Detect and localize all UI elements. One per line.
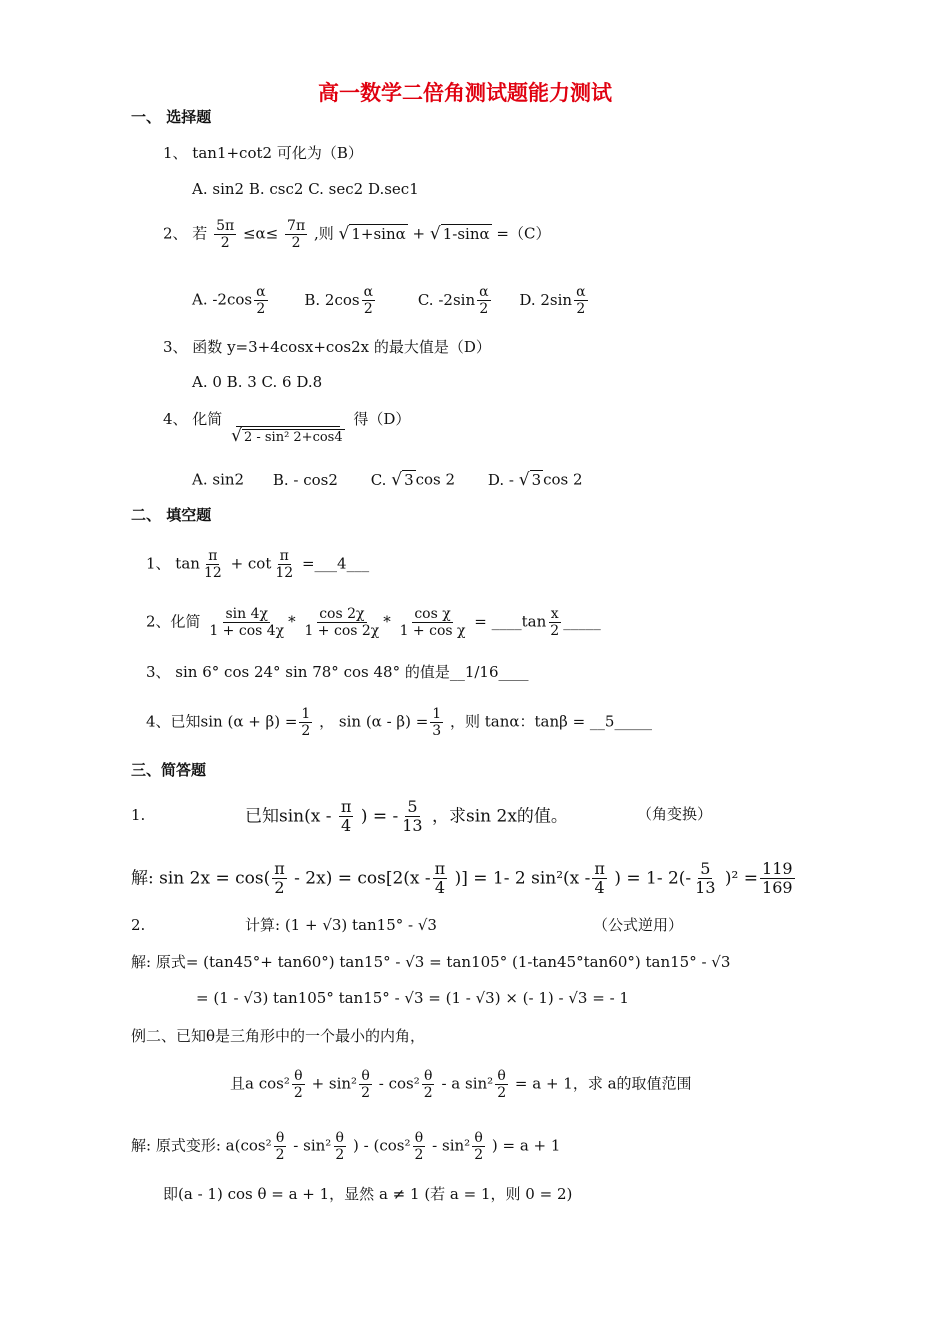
fraction: √ 2 - sin² 2+cos4 xyxy=(229,412,347,447)
fraction: $\frac{\alpha}{2}$ xyxy=(576,284,586,318)
fraction: $\frac{\pi}{4}$ xyxy=(434,859,446,898)
fill-4: 4、已知sin (α + β) = $\frac{1}{2}$ ， sin (α - β) = $\frac{1}{3}$ ，则 tanα：tanβ = __5_____ xyxy=(146,706,652,740)
q3-options: A. 0 B. 3 C. 6 D.8 xyxy=(192,373,323,391)
q2-options: A. -2cos $\frac{\alpha}{2}$ B. 2cos $\frac{\alpha}{2}$ C. -2sin $\frac{\alpha}{2}$ D. 2sin $\frac{\alpha}{2}$ xyxy=(192,284,586,318)
fraction: $\frac{5}{13}$ xyxy=(402,797,423,836)
section-fill: 二、 填空题 xyxy=(131,506,212,524)
fraction: $\frac{\theta}{2}$ xyxy=(423,1068,433,1102)
problem-2: 计算: (1 + √3) tan15° - √3 xyxy=(245,916,437,934)
section-choice: 一、 选择题 xyxy=(131,108,212,126)
fraction: $\frac{\pi}{12}$ xyxy=(203,548,222,582)
sqrt-expression: √ 3 xyxy=(518,470,542,490)
solution-2-line-1: 解: 原式= (tan45°+ tan60°) tan15° - √3 = tan105° (1-tan45°tan60°) tan15° - √3 xyxy=(131,953,731,971)
page-title: 高一数学二倍角测试题能力测试 xyxy=(318,81,612,105)
q1-stem: 1、 tan1+cot2 可化为（B） xyxy=(163,144,363,162)
section-short: 三、简答题 xyxy=(131,761,207,779)
fraction: $\frac{\pi}{4}$ xyxy=(340,797,352,836)
fill-2: 2、化简 $\frac{\sin 4\chi}{1 + \cos 4\chi}$ * $\frac{\cos 2\chi}{1 + \cos 2\chi}$ * $\frac{\text{cos χ}}{\text{1 + cos χ}}$ = ____tan $\frac{x}{2}$ _____ xyxy=(146,606,601,640)
q4-stem: 4、 化简 √ 2 - sin² 2+cos4 得（D） xyxy=(163,410,411,446)
q1-options: A. sin2 B. csc2 C. sec2 D.sec1 xyxy=(192,180,419,198)
fraction: $\frac{\alpha}{2}$ xyxy=(363,284,374,318)
fraction: $\frac{\theta}{2}$ xyxy=(293,1068,303,1102)
fraction: $\frac{\theta}{2}$ xyxy=(474,1130,484,1164)
solution-2-line-2: = (1 - √3) tan105° tan15° - √3 = (1 - √3) × (- 1) - √3 = - 1 xyxy=(196,989,629,1007)
sqrt-expression: √ 1-sinα xyxy=(429,224,490,245)
problem-2-tag: （公式逆用） xyxy=(593,916,684,934)
problem-1-tag: （角变换） xyxy=(637,805,713,823)
fraction: $\frac{5}{13}$ xyxy=(695,859,716,898)
fill-1: 1、 tan $\frac{\pi}{12}$ + cot $\frac{\pi}{12}$ =___4___ xyxy=(146,548,370,582)
fraction: $\frac{\theta}{2}$ xyxy=(414,1130,424,1164)
fraction: $\frac{\alpha}{2}$ xyxy=(479,284,489,318)
fraction: $\frac{119}{169}$ xyxy=(762,859,793,898)
problem-1: 已知sin(x - $\frac{\pi}{4}$ ) = - $\frac{5}{13}$ ，求sin 2x的值。 xyxy=(245,797,568,836)
fraction: $\frac{7\pi}{2}$ xyxy=(287,218,306,252)
example-2-line-2: 且a cos² $\frac{\theta}{2}$ + sin² $\frac{\theta}{2}$ - cos² $\frac{\theta}{2}$ - a sin² $\frac{\theta}{2}$ = a + 1，求 a的取值范围 xyxy=(230,1068,692,1102)
fraction: $\frac{\theta}{2}$ xyxy=(335,1130,345,1164)
sqrt-expression: √ 1+sinα xyxy=(338,224,406,245)
solution-1: 解: sin 2x = cos( $\frac{\pi}{2}$ - 2x) = cos[2(x - $\frac{\pi}{4}$ )] = 1- 2 sin²(x - $\frac{\pi}{4}$ ) = 1- 2(- $\frac{5}{13}$ )² = $\frac{119}{169}$ xyxy=(131,859,793,898)
fraction: $\frac{x}{2}$ xyxy=(550,606,560,640)
fraction: $\frac{\text{cos χ}}{\text{1 + cos χ}}$ xyxy=(399,606,466,640)
q4-options: A. sin2 B. - cos2 C. √ 3 cos 2 D. - √ 3 cos 2 xyxy=(192,470,583,490)
solution-3-line-2: 即(a - 1) cos θ = a + 1，显然 a ≠ 1 (若 a = 1，则 0 = 2) xyxy=(163,1185,573,1203)
problem-2-num: 2. xyxy=(131,916,146,934)
sqrt-expression: √ 3 xyxy=(391,470,414,490)
fraction: $\frac{5\pi}{2}$ xyxy=(216,218,235,252)
fraction: $\frac{\pi}{2}$ xyxy=(274,859,285,898)
fraction: $\frac{1}{3}$ xyxy=(432,706,442,740)
fraction: $\frac{\theta}{2}$ xyxy=(497,1068,507,1102)
fill-3: 3、 sin 6° cos 24° sin 78° cos 48° 的值是__1/16____ xyxy=(146,663,529,681)
q3-stem: 3、 函数 y=3+4cosx+cos2x 的最大值是（D） xyxy=(163,338,491,356)
q2-stem: 2、 若 $\frac{5\pi}{2}$ ≤α≤ $\frac{7\pi}{2}$ ,则 √ 1+sinα + √ 1-sinα =（C） xyxy=(163,218,551,252)
example-2-line-1: 例二、已知θ是三角形中的一个最小的内角， xyxy=(131,1027,426,1045)
solution-3: 解: 原式变形: a(cos² $\frac{\theta}{2}$ - sin² $\frac{\theta}{2}$ ) - (cos² $\frac{\theta}{2}$ - sin² $\frac{\theta}{2}$ ) = a + 1 xyxy=(131,1130,561,1164)
fraction: $\frac{\cos 2\chi}{1 + \cos 2\chi}$ xyxy=(304,606,380,640)
fraction: $\frac{\pi}{12}$ xyxy=(275,548,294,582)
fraction: $\frac{\theta}{2}$ xyxy=(361,1068,370,1102)
fraction: $\frac{1}{2}$ xyxy=(301,706,311,740)
fraction: $\frac{\sin 4\chi}{1 + \cos 4\chi}$ xyxy=(209,606,285,640)
fraction: $\frac{\pi}{4}$ xyxy=(594,859,605,898)
fraction: $\frac{\alpha}{2}$ xyxy=(256,284,266,318)
fraction: $\frac{\theta}{2}$ xyxy=(275,1130,285,1164)
problem-1-num: 1. xyxy=(131,806,146,824)
